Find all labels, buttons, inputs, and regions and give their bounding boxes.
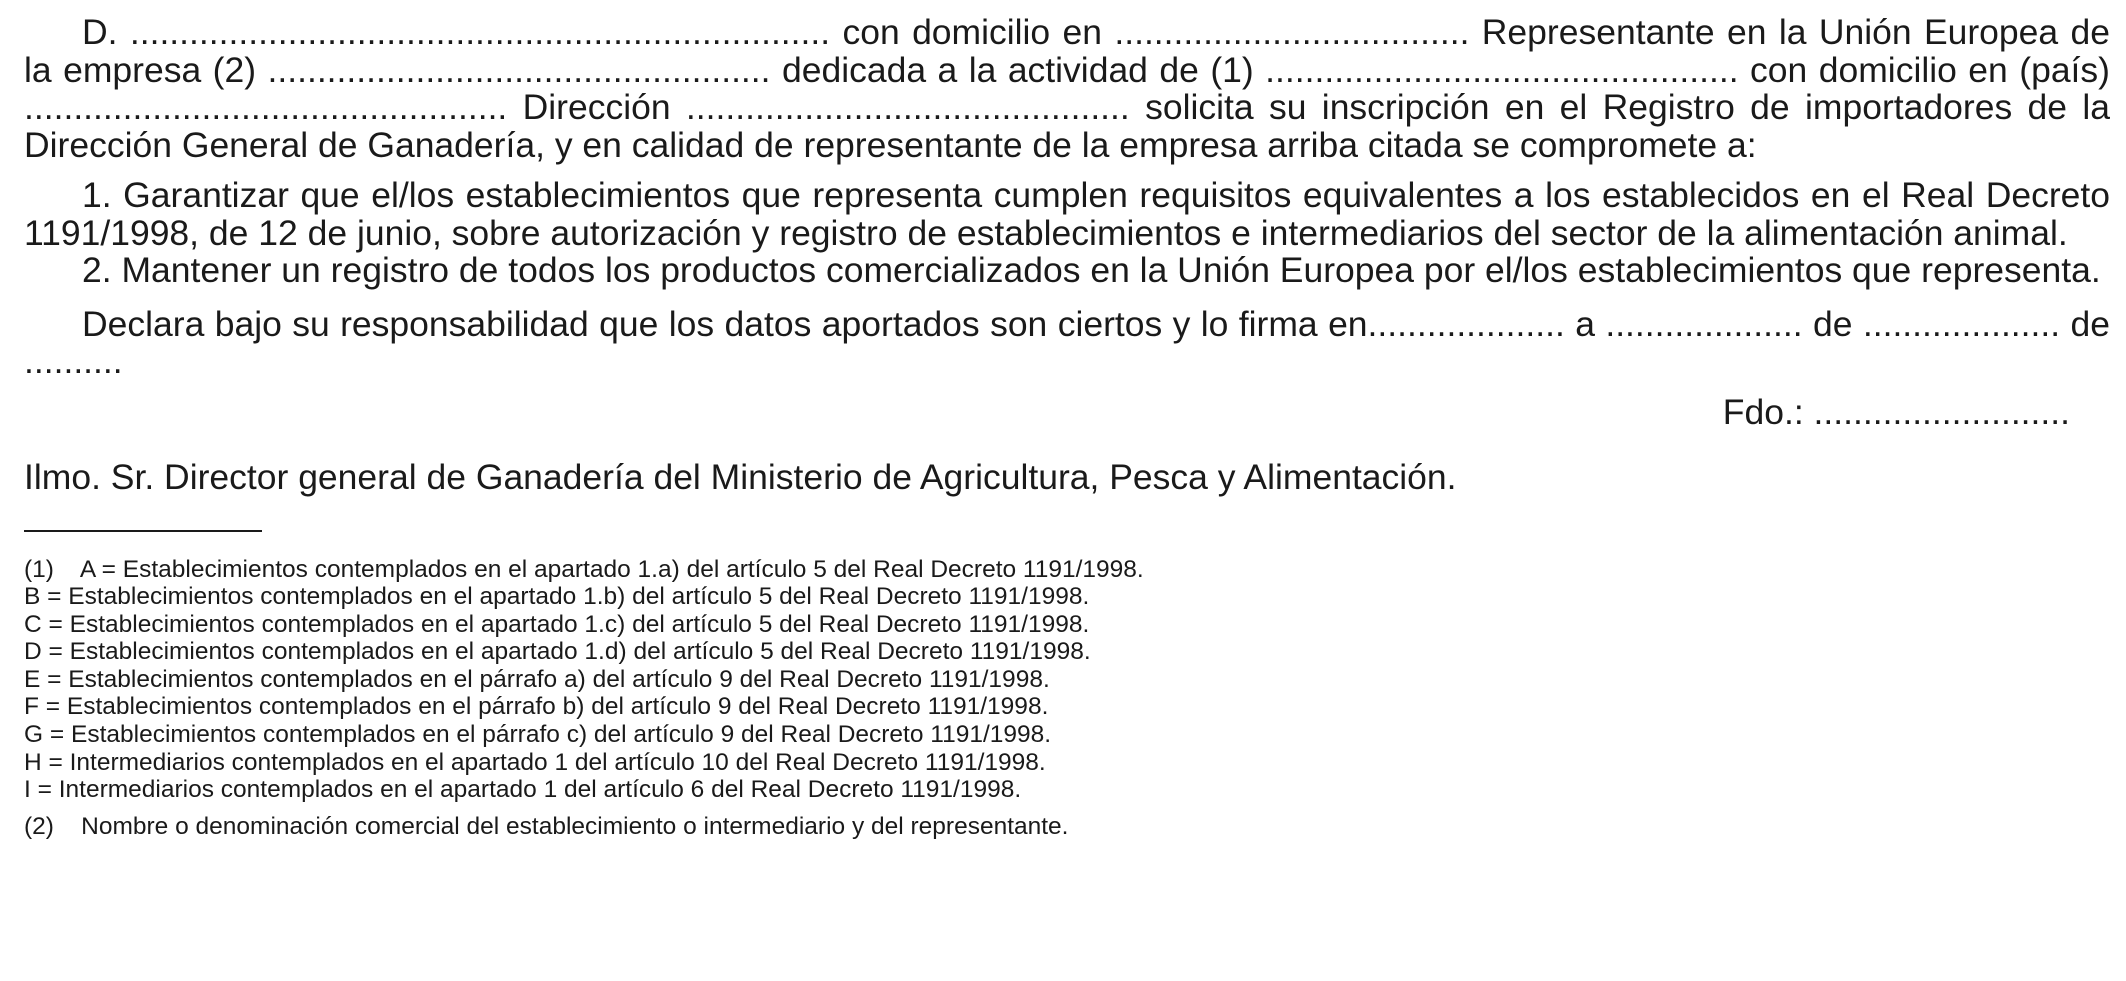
footnote-divider bbox=[24, 530, 262, 532]
footnote-1-line: I = Intermediarios contemplados en el apartado 1 del artículo 6 del Real Decreto 1191/1998. bbox=[24, 776, 1022, 804]
footnote-1-line: H = Intermediarios contemplados en el apartado 1 del artículo 10 del Real Decreto 1191/1998. bbox=[24, 748, 1046, 776]
addressee-line: Ilmo. Sr. Director general de Ganadería del Ministerio de Agricultura, Pesca y Alimentación. bbox=[24, 457, 1457, 497]
footnote-1-line: C = Establecimientos contemplados en el apartado 1.c) del artículo 5 del Real Decreto 1191/1998. bbox=[24, 610, 1090, 638]
declaration-paragraph: Declara bajo su responsabilidad que los datos aportados son ciertos y lo firma en.................... a .................... de .................... de .......... bbox=[24, 303, 2110, 381]
footnote-1-line: G = Establecimientos contemplados en el párrafo c) del artículo 9 del Real Decreto 1191/1998. bbox=[24, 721, 1052, 749]
document-page bbox=[24, 14, 2110, 840]
footnote-1-line: (1) A = Establecimientos contemplados en el apartado 1.a) del artículo 5 del Real Decreto 1191/1998. bbox=[24, 555, 1144, 583]
footnote-1-line: D = Establecimientos contemplados en el apartado 1.d) del artículo 5 del Real Decreto 1191/1998. bbox=[24, 638, 1091, 666]
footnote-2-line: (2) Nombre o denominación comercial del establecimiento o intermediario y del representante. bbox=[24, 812, 1069, 840]
intro-paragraph: D. ....................................................................... con domicilio en .................................... Representante en la Unión Europea de la empresa (2) ................................................... dedicada a la actividad de (1) ................................................ con domicilio en (país) ................................................. Dirección ............................................. solicita su inscripción en el Registro de importadores de la Dirección General de Ganadería, y en calidad de representante de la empresa arriba citada se compromete a: bbox=[24, 12, 2110, 165]
footnotes bbox=[24, 556, 2110, 841]
footnote-1-line: B = Establecimientos contemplados en el apartado 1.b) del artículo 5 del Real Decreto 1191/1998. bbox=[24, 583, 1090, 611]
footnote-1-line: F = Establecimientos contemplados en el párrafo b) del artículo 9 del Real Decreto 1191/1998. bbox=[24, 693, 1049, 721]
footnote-1-line: E = Establecimientos contemplados en el párrafo a) del artículo 9 del Real Decreto 1191/1998. bbox=[24, 665, 1050, 693]
commitment-item-1: 1. Garantizar que el/los establecimientos que representa cumplen requisitos equivalentes a los establecidos en el Real Decreto 1191/1998, de 12 de junio, sobre autorización y registro de establecimientos e intermediarios del sector de la alimentación animal. bbox=[24, 175, 2110, 253]
commitment-item-2: 2. Mantener un registro de todos los productos comercializados en la Unión Europea por el/los establecimientos que representa. bbox=[82, 250, 2101, 290]
signature-line: Fdo.: .......................... bbox=[1722, 391, 2070, 432]
